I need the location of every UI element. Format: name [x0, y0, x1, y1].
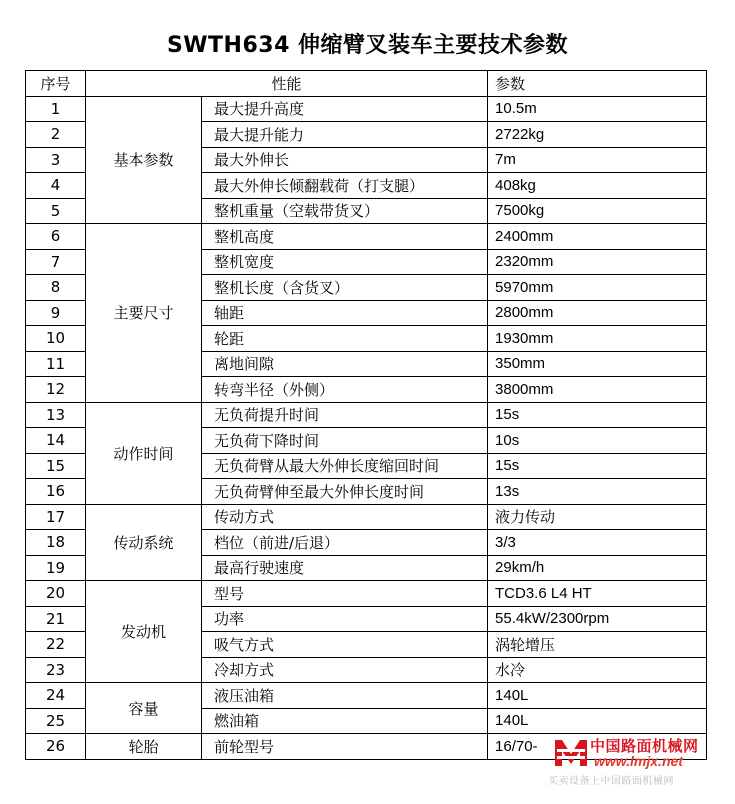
row-value: 16/70-: [488, 734, 707, 760]
row-value: 10.5m: [488, 96, 707, 122]
row-item: 燃油箱: [202, 708, 488, 734]
watermark-url: www.lmjx.net: [594, 753, 683, 769]
row-item: 功率: [202, 606, 488, 632]
row-no: 14: [26, 428, 86, 454]
row-value: 13s: [488, 479, 707, 505]
category-cell: 发动机: [86, 581, 202, 683]
row-item: 传动方式: [202, 504, 488, 530]
row-item: 转弯半径（外侧）: [202, 377, 488, 403]
row-item: 整机长度（含货叉）: [202, 275, 488, 301]
watermark-site-name: 中国路面机械网: [590, 737, 699, 755]
row-value: 3800mm: [488, 377, 707, 403]
table-row: [26, 224, 707, 250]
row-value: 10s: [488, 428, 707, 454]
row-value: 7m: [488, 147, 707, 173]
table-row: [26, 402, 707, 428]
row-no: 19: [26, 555, 86, 581]
row-value: 1930mm: [488, 326, 707, 352]
row-item: 无负荷臂从最大外伸长度缩回时间: [202, 453, 488, 479]
category-cell: 轮胎: [86, 734, 202, 760]
row-value: 5970mm: [488, 275, 707, 301]
row-no: 13: [26, 402, 86, 428]
row-value: 140L: [488, 683, 707, 709]
row-no: 1: [26, 96, 86, 122]
header-no: 序号: [26, 71, 86, 97]
row-item: 液压油箱: [202, 683, 488, 709]
row-no: 21: [26, 606, 86, 632]
row-value: 2400mm: [488, 224, 707, 250]
category-cell: 传动系统: [86, 504, 202, 581]
row-no: 22: [26, 632, 86, 658]
site-logo-icon: [554, 737, 588, 769]
row-item: 最大提升能力: [202, 122, 488, 148]
header-performance: 性能: [86, 71, 488, 97]
row-no: 20: [26, 581, 86, 607]
row-item: 无负荷臂伸至最大外伸长度时间: [202, 479, 488, 505]
row-value: 55.4kW/2300rpm: [488, 606, 707, 632]
row-item: 吸气方式: [202, 632, 488, 658]
row-value: 15s: [488, 453, 707, 479]
row-no: 16: [26, 479, 86, 505]
row-value: 15s: [488, 402, 707, 428]
row-no: 7: [26, 249, 86, 275]
row-item: 最大外伸长倾翻载荷（打支腿）: [202, 173, 488, 199]
table-row: [26, 683, 707, 709]
table-header-row: [26, 71, 707, 97]
row-item: 离地间隙: [202, 351, 488, 377]
row-item: 轮距: [202, 326, 488, 352]
document-title: SWTH634 伸缩臂叉装车主要技术参数: [166, 33, 569, 58]
row-value: 350mm: [488, 351, 707, 377]
row-item: 整机重量（空载带货叉）: [202, 198, 488, 224]
row-value: 7500kg: [488, 198, 707, 224]
row-item: 冷却方式: [202, 657, 488, 683]
category-cell: 基本参数: [86, 96, 202, 224]
row-no: 6: [26, 224, 86, 250]
table-row: [26, 96, 707, 122]
category-cell: 动作时间: [86, 402, 202, 504]
row-no: 25: [26, 708, 86, 734]
row-no: 9: [26, 300, 86, 326]
row-item: 最高行驶速度: [202, 555, 488, 581]
row-value: 2800mm: [488, 300, 707, 326]
row-item: 整机高度: [202, 224, 488, 250]
row-item: 无负荷下降时间: [202, 428, 488, 454]
row-item: 整机宽度: [202, 249, 488, 275]
row-no: 5: [26, 198, 86, 224]
row-no: 2: [26, 122, 86, 148]
row-no: 12: [26, 377, 86, 403]
row-value: TCD3.6 L4 HT: [488, 581, 707, 607]
row-no: 10: [26, 326, 86, 352]
row-value: 涡轮增压: [488, 632, 707, 658]
category-cell: 容量: [86, 683, 202, 734]
spec-table: [25, 70, 707, 760]
row-value: 3/3: [488, 530, 707, 556]
watermark-slogan: 买卖设备上中国路面机械网: [548, 776, 674, 787]
row-item: 最大外伸长: [202, 147, 488, 173]
row-value: 140L: [488, 708, 707, 734]
table-row: [26, 581, 707, 607]
row-value: 2320mm: [488, 249, 707, 275]
row-item: 型号: [202, 581, 488, 607]
row-no: 8: [26, 275, 86, 301]
row-no: 26: [26, 734, 86, 760]
row-no: 3: [26, 147, 86, 173]
row-no: 23: [26, 657, 86, 683]
row-no: 18: [26, 530, 86, 556]
row-item: 前轮型号: [202, 734, 488, 760]
row-value: 408kg: [488, 173, 707, 199]
row-value: 液力传动: [488, 504, 707, 530]
row-no: 24: [26, 683, 86, 709]
category-cell: 主要尺寸: [86, 224, 202, 403]
row-no: 15: [26, 453, 86, 479]
row-item: 最大提升高度: [202, 96, 488, 122]
row-item: 轴距: [202, 300, 488, 326]
header-value: 参数: [488, 71, 707, 97]
row-item: 无负荷提升时间: [202, 402, 488, 428]
row-no: 11: [26, 351, 86, 377]
row-value: 2722kg: [488, 122, 707, 148]
site-watermark: [548, 727, 735, 804]
row-item: 档位（前进/后退）: [202, 530, 488, 556]
row-value: 水冷: [488, 657, 707, 683]
row-no: 17: [26, 504, 86, 530]
row-value: 29km/h: [488, 555, 707, 581]
row-no: 4: [26, 173, 86, 199]
table-row: [26, 504, 707, 530]
